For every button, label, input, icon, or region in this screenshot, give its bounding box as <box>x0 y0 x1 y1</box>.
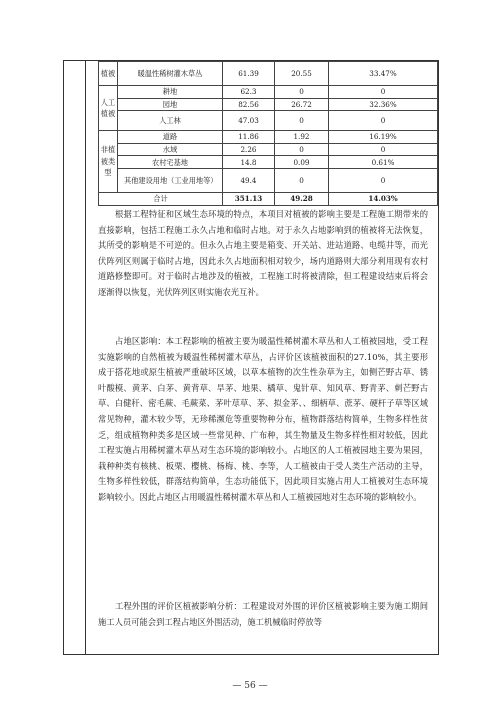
value-cell: 33.47% <box>329 62 438 86</box>
value-cell: 2.26 <box>223 143 275 156</box>
table-row <box>99 131 438 144</box>
table-row <box>99 98 438 111</box>
value-cell: 0 <box>329 111 438 131</box>
value-cell: 0 <box>329 143 438 156</box>
type-cell: 暖温性稀树灌木草丛 <box>118 62 223 86</box>
value-cell: 16.19% <box>329 131 438 144</box>
value-cell: 0 <box>329 86 438 99</box>
table-row <box>99 168 438 192</box>
type-cell: 人工林 <box>118 111 223 131</box>
paragraph-peripheral-area-impact: 工程外围的评价区植被影响分析：工程建设对外围的评价区植被影响主要为施工期间施工人员可能会到工程占地区外围活动，施工机械临时停放等 <box>98 601 428 627</box>
table-row <box>99 156 438 169</box>
table-row <box>99 62 438 86</box>
type-cell: 耕地 <box>118 86 223 99</box>
category-cell: 非植被类型 <box>99 131 118 193</box>
page-number: — 56 — <box>232 681 268 691</box>
category-cell: 植被 <box>99 62 118 86</box>
value-cell: 49.4 <box>223 168 275 192</box>
table-row <box>99 86 438 99</box>
type-cell: 其他建设用地（工业用地等） <box>118 168 223 192</box>
value-cell: 62.3 <box>223 86 275 99</box>
value-cell: 11.86 <box>223 131 275 144</box>
value-cell: 1.92 <box>275 131 329 144</box>
table-row <box>99 143 438 156</box>
value-cell: 32.36% <box>329 98 438 111</box>
left-column <box>64 61 86 654</box>
value-cell: 0 <box>275 168 329 192</box>
value-cell: 0 <box>329 168 438 192</box>
value-cell: 14.8 <box>223 156 275 169</box>
category-cell: 人工植被 <box>99 86 118 131</box>
value-cell: 82.56 <box>223 98 275 111</box>
table-row <box>99 111 438 131</box>
paragraph-construction-impact: 根据工程特征和区域生态环境的特点，本项目对植被的影响主要是工程施工期带来的直接影响，包括工程施工永久占地和临时占地。对于永久占地影响到的植被将无法恢复，其所受的影响是不可逆的。但永久占地主要是箱变、开关站、进站道路、电缆井等，而光伏阵列区则属于临时占地，因此永久占地面积相对较少，场内道路则大部分利用现有农村道路修整即可。对于临时占地涉及的植被，工程施工时将被清除，但工程建设结束后将会逐渐得以恢复，光伏阵列区则实施农光互补。 <box>98 209 428 297</box>
total-label: 合计 <box>99 192 223 205</box>
total-row <box>99 192 438 205</box>
value-cell: 0 <box>275 143 329 156</box>
value-cell: 20.55 <box>275 62 329 86</box>
total-value: 49.28 <box>275 192 329 205</box>
value-cell: 61.39 <box>223 62 275 86</box>
type-cell: 园地 <box>118 98 223 111</box>
type-cell: 农村宅基地 <box>118 156 223 169</box>
type-cell: 道路 <box>118 131 223 144</box>
vegetation-impact-table <box>98 61 438 206</box>
type-cell: 水域 <box>118 143 223 156</box>
value-cell: 0 <box>275 111 329 131</box>
paragraph-occupied-area-impact: 占地区影响：本工程影响的植被主要为暖温性稀树灌木草丛和人工植被园地，受工程实施影响的自然植被为暖温性稀树灌木草丛，占评价区该植被面积的27.10%，其主要形成于搭花地或原生植被严重破坏区域，以草本植物的次生性杂草为主，如侧芒野古草、锈叶酸模、黄茅、白茅、黄背草、旱茅、地果、橘草、鬼针草、知风草、野青茅、刺芒野古草、白健秆、密毛蕨、毛蕨菜、茅叶荩草、茅、拟金茅、、细柄草、蔗茅、硬杆子草等区域常见物种，灌木较少等，无珍稀濒危等重要物种分布，植物群落结构简单，生物多样性贫乏，组成植物种类多是区域一些常见种、广布种，其生物量及生物多样性相对较低，因此工程实施占用稀树灌木草丛对生态环境的影响较小。占地区的人工植被园地主要为果园，栽种种类有核桃、板栗、樱桃、杨梅、桃、李等，人工植被由于受人类生产活动的主导，生物多样性较低，群落结构简单，生态功能低下，因此项目实施占用人工植被对生态环境影响较小。因此占地区占用暖温性稀树灌木草丛和人工植被园地对生态环境的影响较小。 <box>98 336 428 502</box>
value-cell: 0.61% <box>329 156 438 169</box>
total-value: 351.13 <box>223 192 275 205</box>
value-cell: 0.09 <box>275 156 329 169</box>
value-cell: 0 <box>275 86 329 99</box>
value-cell: 47.03 <box>223 111 275 131</box>
value-cell: 26.72 <box>275 98 329 111</box>
total-value: 14.03% <box>329 192 438 205</box>
